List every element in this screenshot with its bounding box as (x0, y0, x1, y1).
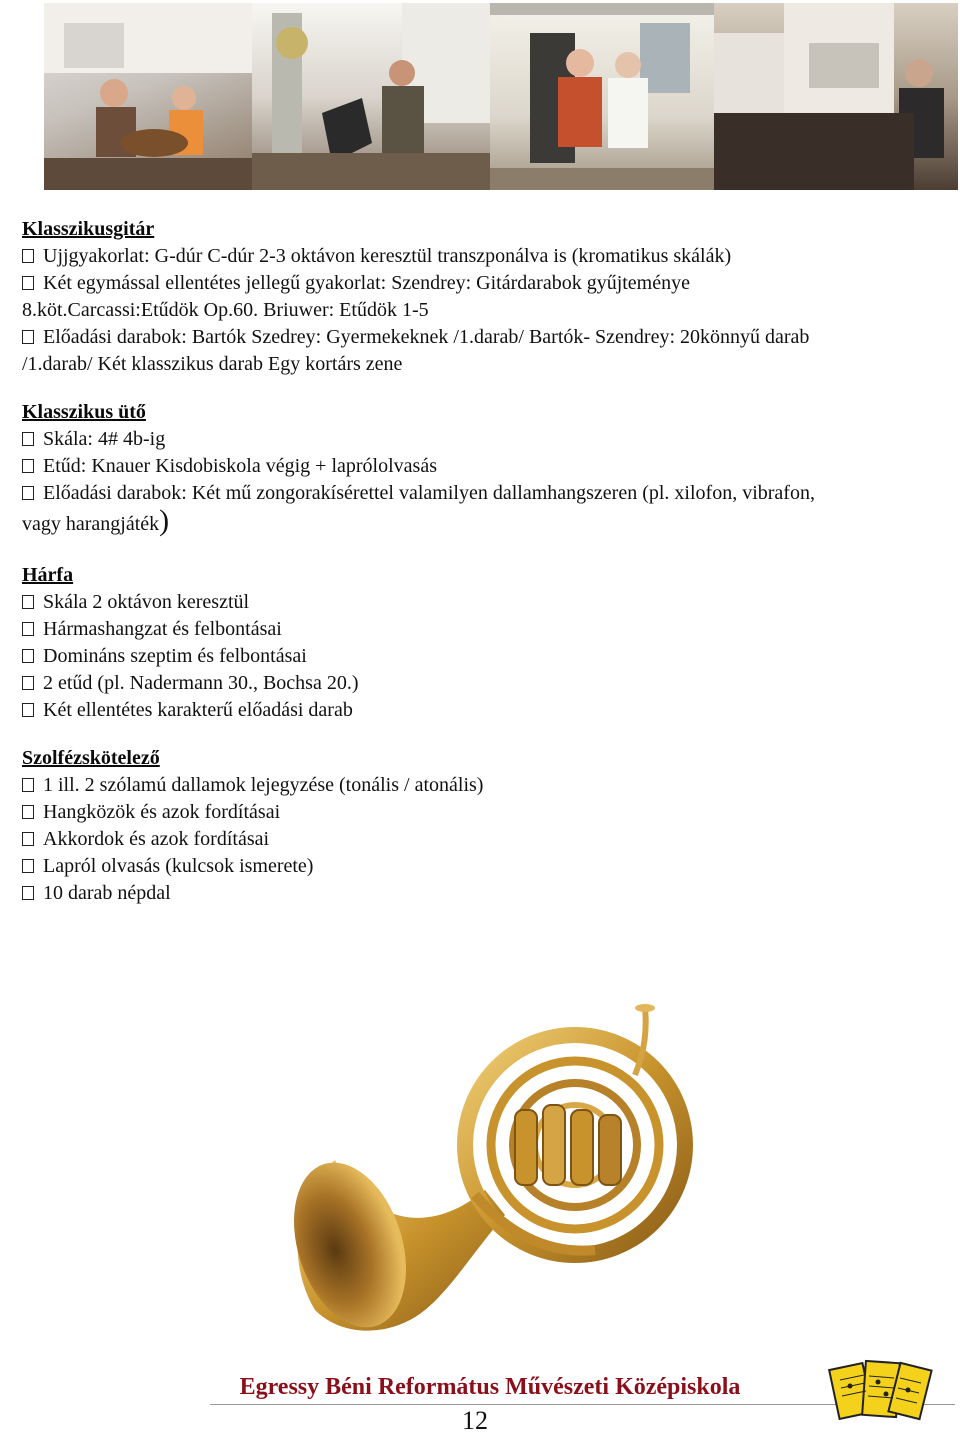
list-item (22, 880, 952, 907)
continuation-text: vagy harangjáték (22, 513, 160, 535)
photo-tuba-class (252, 3, 490, 190)
checkbox-bullet-icon (22, 330, 34, 344)
section-heading: Klasszikusgitár (22, 218, 155, 240)
checkbox-bullet-icon (22, 595, 34, 609)
section-heading: Klasszikus ütő (22, 401, 146, 423)
list-item (22, 670, 952, 697)
checkbox-bullet-icon (22, 859, 34, 873)
list-item (22, 799, 952, 826)
checkbox-bullet-icon (22, 832, 34, 846)
checkbox-bullet-icon (22, 805, 34, 819)
music-sheets-logo (828, 1356, 933, 1428)
item-text: Domináns szeptim és felbontásai (43, 645, 307, 667)
section-solfege (22, 744, 952, 907)
checkbox-bullet-icon (22, 432, 34, 446)
item-text: Előadási darabok: Két mű zongorakísérettel valamilyen dallamhangszeren (pl. xilofon, vibrafon, (43, 482, 815, 504)
checkbox-bullet-icon (22, 649, 34, 663)
photo-standing-people (490, 3, 714, 190)
item-text: Skála: 4# 4b-ig (43, 428, 166, 450)
checkbox-bullet-icon (22, 703, 34, 717)
item-text: Két ellentétes karakterű előadási darab (43, 699, 353, 721)
photo-piano-class (714, 3, 958, 190)
item-text: Akkordok és azok fordításai (43, 828, 270, 850)
list-item (22, 243, 952, 270)
item-text: Hármashangzat és felbontásai (43, 618, 282, 640)
document-content (22, 215, 952, 927)
item-text: Előadási darabok: Bartók Szedrey: Gyermekeknek /1.darab/ Bartók- Szendrey: 20könnyű darab (43, 326, 810, 348)
item-text: Ujjgyakorlat: G-dúr C-dúr 2-3 oktávon keresztül transzponálva is (kromatikus skálák) (43, 245, 732, 267)
list-item (22, 426, 952, 453)
list-item (22, 480, 952, 507)
list-item (22, 270, 952, 297)
list-item (22, 826, 952, 853)
checkbox-bullet-icon (22, 276, 34, 290)
item-text: Skála 2 oktávon keresztül (43, 591, 250, 613)
photo-guitar-class (44, 3, 252, 190)
checkbox-bullet-icon (22, 622, 34, 636)
list-item (22, 643, 952, 670)
closing-parenthesis: ) (159, 504, 170, 537)
section-heading: Szolfézskötelező (22, 747, 160, 769)
checkbox-bullet-icon (22, 676, 34, 690)
item-text: 2 etűd (pl. Nadermann 30., Bochsa 20.) (43, 672, 359, 694)
item-text: Lapról olvasás (kulcsok ismerete) (43, 855, 314, 877)
footer-school-name: Egressy Béni Református Művészeti Középiskola (239, 1374, 741, 1400)
checkbox-bullet-icon (22, 778, 34, 792)
item-text: Etűd: Knauer Kisdobiskola végig + laprólolvasás (43, 455, 437, 477)
item-text: Hangközök és azok fordításai (43, 801, 281, 823)
list-item (22, 616, 952, 643)
list-item (22, 697, 952, 724)
list-item (22, 853, 952, 880)
page-number: 12 (462, 1406, 488, 1435)
section-harp (22, 561, 952, 724)
list-item (22, 453, 952, 480)
item-text: 1 ill. 2 szólamú dallamok lejegyzése (tonális / atonális) (43, 774, 484, 796)
section-classical-guitar (22, 215, 952, 378)
item-text: Két egymással ellentétes jellegű gyakorlat: Szendrey: Gitárdarabok gyűjteménye (43, 272, 690, 294)
item-text: 10 darab népdal (43, 882, 171, 904)
item-continuation: 8.köt.Carcassi:Etűdök Op.60. Briuwer: Etűdök 1-5 (22, 299, 429, 321)
french-horn-image (275, 1000, 735, 1345)
item-continuation: /1.darab/ Két klasszikus darab Egy kortárs zene (22, 353, 403, 375)
checkbox-bullet-icon (22, 249, 34, 263)
checkbox-bullet-icon (22, 886, 34, 900)
checkbox-bullet-icon (22, 486, 34, 500)
photo-strip (44, 3, 958, 190)
checkbox-bullet-icon (22, 459, 34, 473)
list-item (22, 589, 952, 616)
section-heading: Hárfa (22, 564, 74, 586)
section-classical-percussion (22, 398, 952, 541)
list-item (22, 772, 952, 799)
item-continuation (22, 504, 952, 541)
list-item (22, 324, 952, 351)
